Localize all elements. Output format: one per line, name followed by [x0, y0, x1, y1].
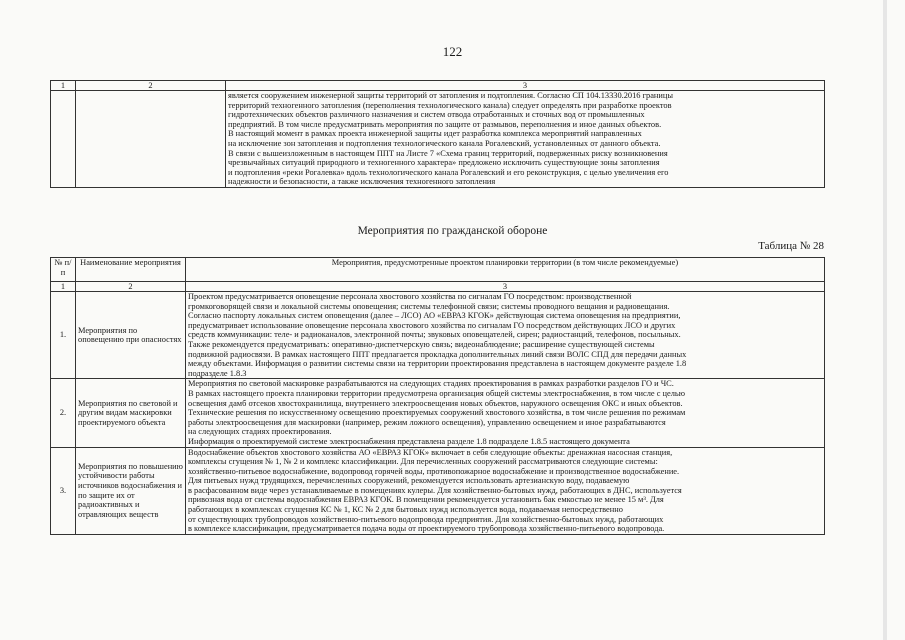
continued-table	[50, 80, 825, 188]
table-header-row	[51, 258, 825, 282]
text-line: освещения дамб отсеков хвостохранилища, внутреннего электроосвещения новых объектов, наружного освещения ОКС и иных объектов.	[188, 398, 683, 408]
page-number: 122	[442, 44, 463, 59]
text-line: В связи с вышеизложенным в настоящем ППТ на Листе 7 «Схема границ территорий, подверженных риску возникновения	[228, 148, 668, 158]
text-line: работы электроосвещения для маскировки (например, режим ложного освещения), управлению освещением и иное разрабатываются	[188, 417, 666, 427]
text-line: средств коммуникации: теле- и радиоканалов, электронной почты; звуковых оповещателей, сирен; радиостанций, телефонов, посыльных.	[188, 330, 681, 340]
text-line: комплексы сгущения № 1, № 2 и комплекс классификации. Для перечисленных сооружений рассматриваются следующие системы:	[188, 457, 658, 467]
text-line: В настоящий момент в рамках проекта инженерной защиты идет разработка комплекса мероприятий направленных	[228, 129, 642, 139]
text-line: подвижной радиосвязи. В рамках настоящего ППТ предлагается прокладка дополнительных линий связи ВОЛС СПД для передачи данных	[188, 349, 687, 359]
row-number: 3.	[51, 447, 76, 534]
text-line: Информация о проектируемой системе электроснабжения представлена разделе 1.8 подразделе 1.8.5 настоящего документа	[188, 436, 630, 446]
text-line: Проектом предусматривается оповещение персонала хвостового хозяйства по сигналам ГО посредством: производственной	[188, 292, 632, 301]
empty-cell	[76, 91, 226, 188]
text-line: привозная вода от системы водоснабжения ЕВРАЗ КГОК. В помещении рекомендуется установить бак емкостью не менее 15 м³. Для	[188, 495, 664, 505]
column-number: 1	[51, 282, 76, 292]
measure-description	[186, 379, 825, 447]
column-number: 3	[226, 81, 825, 91]
column-number-row	[51, 282, 825, 292]
text-line: громкоговорящей связи и локальной системы оповещения; системы телефонной связи; системы проводного вещания и радиовещания.	[188, 301, 670, 311]
text-line: Технические решения по искусственному освещению проектируемых сооружений хвостового хозяйства, в том числе решения по режимам	[188, 408, 686, 418]
header-measures: Мероприятия, предусмотренные проектом планировки территории (в том числе рекомендуемые)	[186, 258, 825, 282]
empty-cell	[51, 91, 76, 188]
text-line: в комплексе классификации, предусматривается подача воды от проектируемого трубопровода хозяйственно-питьевого водопровода.	[188, 524, 665, 534]
continued-text-cell	[226, 91, 825, 188]
text-line: Согласно паспорту локальных систем оповещения (далее – ЛСО) АО «ЕВРАЗ КГОК» действующая система оповещения на предприятии,	[188, 311, 681, 321]
text-line: хозяйственно-питьевое водоснабжение, водопровод горячей воды, противопожарное водоснабжение и производственное водоснабжение.	[188, 466, 680, 476]
table-row	[51, 379, 825, 447]
text-line: Для питьевых нужд трудящихся, перечисленных сооружений, рекомендуется использовать артезианскую воду, подаваемую	[188, 476, 630, 486]
text-line: на исключение зон затопления и подтопления технологического канала Рогалевский, установленных от данного объекта.	[228, 138, 661, 148]
column-number: 3	[186, 282, 825, 292]
measure-description	[186, 292, 825, 379]
header-num: № п/п	[51, 258, 76, 282]
section-title: Мероприятия по гражданской обороне	[357, 225, 548, 237]
text-line: в расфасованном виде через устанавливаемые в помещениях кулеры. Для хозяйственно-бытовых нужд, работающих в ДНС, используется	[188, 485, 682, 495]
text-line: гидротехнических объектов различного назначения и систем отвода отработанных и сточных вод от промышленных	[228, 110, 645, 120]
column-number: 2	[76, 81, 226, 91]
text-line: Также рекомендуется предусматривать: оперативно-диспетчерскую связь; видеонаблюдение; расширение существующей системы	[188, 339, 655, 349]
column-number: 1	[51, 81, 76, 91]
text-line: работающих в комплексах сгущения КС № 1, КС № 2 для бытовых нужд используется вода, подаваемая непосредственно	[188, 505, 623, 515]
text-line: Водоснабжение объектов хвостового хозяйства АО «ЕВРАЗ КГОК» включает в себя следующие объекты: дренажная насосная станция,	[188, 447, 673, 457]
table-28	[50, 257, 825, 535]
table-row	[51, 447, 825, 534]
text-line: В рамках настоящего проекта планировки территории предусмотрена организация общей системы электроснабжения, в том числе с целью	[188, 388, 685, 398]
row-number: 2.	[51, 379, 76, 447]
text-line: территорий техногенного затопления (переполнения технологического канала) следует определять при разработке проектов	[228, 100, 672, 110]
column-number: 2	[76, 282, 186, 292]
header-name: Наименование мероприятия	[76, 258, 186, 282]
text-line: предприятий. В том числе предусматривать мероприятия по защите от размывов, переполнения и иное данных объектов.	[228, 119, 662, 129]
text-line: чрезвычайных ситуаций природного и техногенного характера» предложено исключить существующие зоны затопления	[228, 158, 660, 168]
page-edge	[883, 0, 887, 640]
table-row	[51, 91, 825, 188]
measure-description	[186, 447, 825, 534]
measure-name: Мероприятия по световой и другим видам маскировки проектируемого объекта	[76, 379, 186, 447]
row-number: 1.	[51, 292, 76, 379]
table-label: Таблица № 28	[758, 240, 824, 252]
text-line: между объектами. Информация о развитии системы связи на территории проектирования представлена в настоящем документе разделе 1.8	[188, 359, 687, 369]
text-line: на следующих стадиях проектирования.	[188, 427, 332, 437]
text-line: и подтопления «реки Рогалевка» вдоль технологического канала Рогалевский и его реконструкция, с целью увеличения его	[228, 167, 669, 177]
text-line: надежности и безопасности, а также исключения техногенного затопления	[228, 177, 496, 187]
text-line: Мероприятия по световой маскировке разрабатываются на следующих стадиях проектирования в рамках разработки разделов ГО и ЧС.	[188, 379, 674, 389]
text-line: подразделе 1.8.3	[188, 368, 247, 378]
table-row	[51, 292, 825, 379]
text-line: является сооружением инженерной защиты территорий от затопления и подтопления. Согласно СП 104.13330.2016 границы	[228, 91, 674, 100]
text-line: от существующих трубопроводов хозяйственно-питьевого водопровода предприятия. Для хозяйственно-бытовых нужд, работающих	[188, 514, 664, 524]
text-line: предусматривает использование оповещение персонала хвостового хозяйства по сигналам ГО посредством действующих ЛСО и других	[188, 320, 676, 330]
measure-name: Мероприятия по повышению устойчивости работы источников водоснабжения и по защите их от радиоактивных и отравляющих веществ	[76, 447, 186, 534]
column-number-row	[51, 81, 825, 91]
measure-name: Мероприятия по оповещению при опасностях	[76, 292, 186, 379]
